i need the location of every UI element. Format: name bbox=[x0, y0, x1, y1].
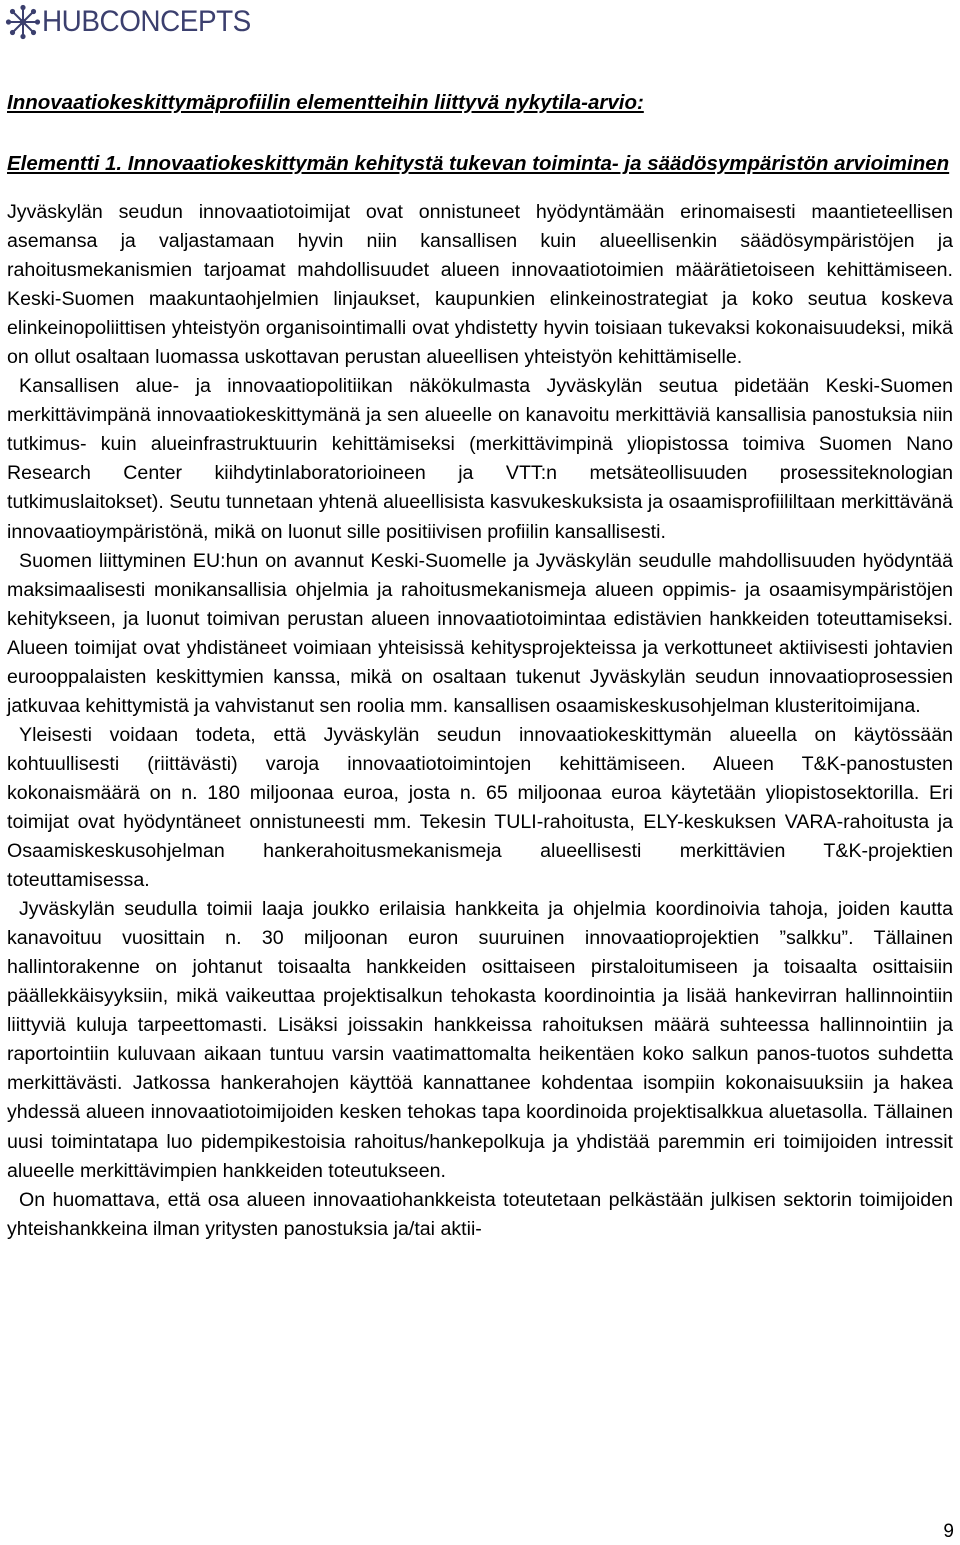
paragraph: Suomen liittyminen EU:hun on avannut Keski-Suomelle ja Jyväskylän seudulle mahdollisuuden hyödyntää maksimaalisesti monikansallisia ohjelmia ja rahoitusmekanismeja alueen oppimis- ja osaamisympäristöjen kehitykseen, ja luonut toimivan perustan alueen innovaatiotoimintaa edistävien hankkeiden toteuttamiseksi. Alueen toimijat ovat yhdistäneet voimiaan yhteisissä kehitysprojekteissa ja verkottuneet aktiivisesti johtavien eurooppalaisten keskittymien kanssa, mikä on osaltaan tukenut Jyväskylän seudun innovaatioprosessien jatkuvaa kehittymistä ja vahvistanut sen roolia mm. kansallisen osaamiskeskusohjelman klusteritoimijana. bbox=[7, 549, 953, 717]
paragraph: Yleisesti voidaan todeta, että Jyväskylän seudun innovaatiokeskittymän alueella on käytössään kohtuullisesti (riittävästi) varoja innovaatiotoimintojen kehittämiseen. Alueen T&K-panostusten kokonaismäärä on n. 180 miljoonaa euroa, josta n. 65 miljoonaa euroa käytetään yliopistosektorilla. Eri toimijat ovat hyödyntäneet onnistuneesti mm. Tekesin TULI-rahoitusta, ELY-keskuksen VARA-rahoitusta ja Osaamiskeskusohjelman hankerahoitusmekanismeja alueellisesti merkittävien T&K-projektien toteuttamisessa. bbox=[7, 723, 953, 892]
hub-network-icon bbox=[4, 4, 42, 40]
document-title: Innovaatiokeskittymäprofiilin elementteihin liittyvä nykytila-arvio: bbox=[7, 91, 644, 114]
paragraph: Kansallisen alue- ja innovaatiopolitiikan näkökulmasta Jyväskylän seutua pidetään Keski-Suomen merkittävimpänä innovaatiokeskittymänä ja sen alueelle on kanavoitu merkittäviä kansallisia panostuksia niin tutkimus- kuin alueinfrastruktuurin kehittämiseksi (merkittävimpinä yliopistossa toimiva Suomen Nano Research Center kiihdytinlaboratorioineen ja VTT:n metsäteollisuuden prosessiteknologian tutkimuslaitokset). Seutu tunnetaan yhtenä alueellisista kasvukeskuksista ja osaamisprofiililtaan merkittävänä innovaatioympäristönä, mikä on luonut sille positiivisen profiilin kansallisesti. bbox=[7, 375, 953, 543]
paragraph: Jyväskylän seudulla toimii laaja joukko erilaisia hankkeita ja ohjelmia koordinoivia tahoja, joiden kautta kanavoituu vuosittain n. 30 miljoonan euron suuruinen innovaatioprojektien ”salkku”. Tällainen hallintorakenne on johtanut toisaalta hankkeiden osittaiseen pirstaloitumiseen ja toisaalta osittaisiin päällekkäisyyksiin, mikä vaikeuttaa projektisalkun tehokasta koordinointia ja lisää hankevirran hallinnointiin liittyviä kuluja tarpeettomasti. Lisäksi joissakin hankkeissa rahoituksen määrä suhteessa hallinnointiin ja raportointiin kuluvaan aikaan tuntuu varsin vaatimattomalta heikentäen koko salkun panos-tuotos suhdetta merkittävästi. Jatkossa hankerahojen käyttöä kannattanee kohdentaa isompiin kokonaisuuksiin ja hakea yhdessä alueen innovaatiotoimijoiden kesken tehokas tapa koordinoida projektisalkkua aluetasolla. Tällainen uusi toimintatapa luo pidempikestoisia rahoitus/hankepolkuja ja yhdistää paremmin eri toimijoiden intressit alueelle merkittävimpien hankkeiden toteutukseen. bbox=[7, 898, 953, 1182]
body-text bbox=[7, 198, 953, 1244]
document-body bbox=[7, 88, 953, 1244]
element-heading: Elementti 1. Innovaatiokeskittymän kehitystä tukevan toiminta- ja säädösympäristön arvioiminen bbox=[7, 152, 950, 175]
paragraph: Jyväskylän seudun innovaatiotoimijat ovat onnistuneet hyödyntämään erinomaisesti maantieteellisen asemansa ja valjastamaan hyvin niin kansallisen kuin alueellisenkin säädösympäristöjen ja rahoitusmekanismien tarjoamat mahdollisuudet alueen innovaatiotoimien määrätietoiseen kehittämiseen. Keski-Suomen maakuntaohjelmien linjaukset, kaupunkien elinkeinostrategiat ja koko seutua koskeva elinkeinopoliittisen yhteistyön organisointimalli ovat yhdistetty hyvin toisiaan tukevaksi kokonaisuudeksi, mikä on ollut osaltaan luomassa uskottavan perustan alueellisen yhteistyön kehittämiselle. bbox=[7, 201, 953, 369]
logo-text: HUBCONCEPTS bbox=[42, 5, 251, 38]
page-number: 9 bbox=[943, 1521, 954, 1542]
paragraph: On huomattava, että osa alueen innovaatiohankkeista toteutetaan pelkästään julkisen sektorin toimijoiden yhteishankkeina ilman yritysten panostuksia ja/tai aktii- bbox=[7, 1188, 953, 1240]
hubconcepts-logo bbox=[4, 4, 267, 40]
